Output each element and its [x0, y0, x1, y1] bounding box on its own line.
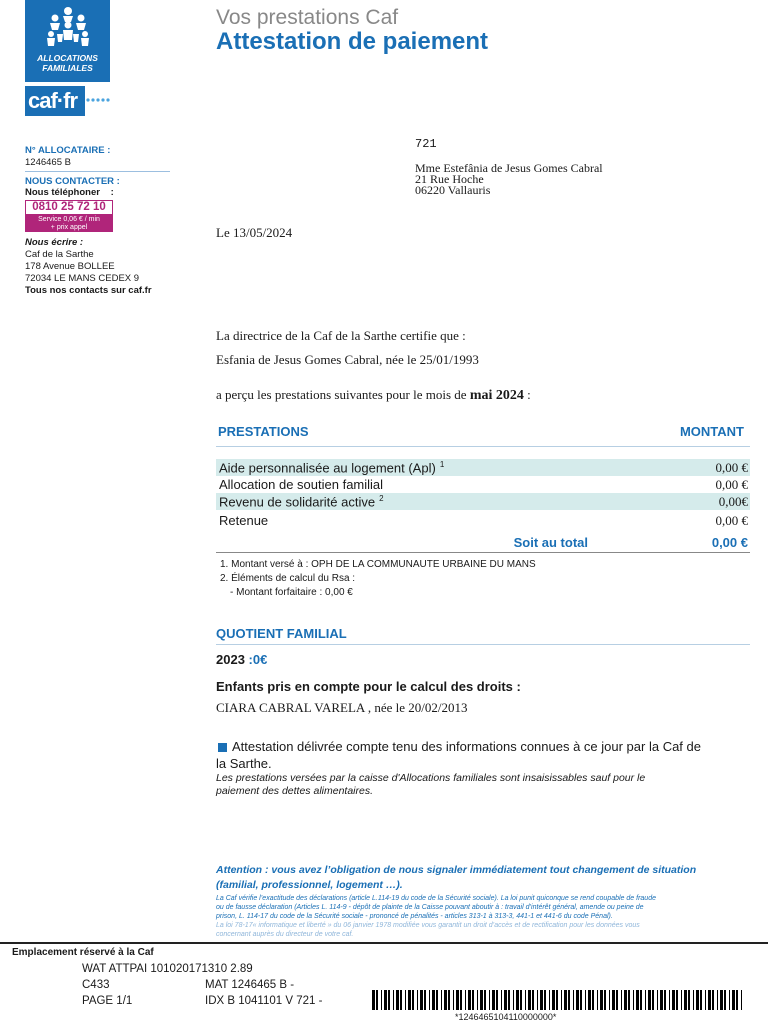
- warning-line-1: Attention : vous avez l’obligation de nous signaler immédiatement tout changement de situation: [216, 864, 697, 876]
- row-label-text: Revenu de solidarité active: [219, 494, 376, 510]
- logo-caption-line2: FAMILIALES: [42, 63, 93, 73]
- footer-reserved: Emplacement réservé à la Caf: [12, 947, 154, 958]
- write-address-line1: Caf de la Sarthe: [25, 249, 94, 260]
- footnote-2: 2. Éléments de calcul du Rsa :: [220, 573, 356, 584]
- quotient-value: :0€: [248, 652, 268, 667]
- logo-caption: [25, 53, 110, 73]
- row-footnote: 1: [439, 460, 445, 469]
- table-row: [216, 493, 750, 510]
- recipient-street: 21 Rue Hoche: [415, 172, 484, 186]
- phone-label-colon: :: [110, 187, 114, 198]
- quotient-year: 2023: [216, 652, 245, 667]
- children-heading: Enfants pris en compte pour le calcul des droits :: [216, 679, 521, 694]
- attestation-text-2: la Sarthe.: [216, 756, 272, 771]
- quotient-heading: QUOTIENT FAMILIAL: [216, 626, 750, 645]
- row-footnote: 2: [379, 494, 384, 503]
- received-suffix: :: [527, 387, 531, 402]
- received-prefix: a perçu les prestations suivantes pour le mois de: [216, 387, 467, 402]
- legal-small-4: La loi 78-17« informatique et liberté » du 06 janvier 1978 modifiée vous garantit un droit d’accès et de rectification pour les données vous: [216, 922, 640, 929]
- recipient-code: 721: [415, 137, 437, 151]
- total-label: Soit au total: [513, 535, 588, 550]
- row-label: [219, 494, 384, 509]
- row-amount: 0,00 €: [715, 513, 748, 528]
- footer-line-3a: PAGE 1/1: [82, 995, 133, 1007]
- barcode-text: *1246465104110000000*: [455, 1012, 557, 1022]
- warning-line-2: (familial, professionnel, logement …).: [216, 879, 403, 891]
- row-amount: 0,00€: [718, 494, 748, 509]
- phone-tariff: [25, 215, 113, 232]
- allocataire-label: N° ALLOCATAIRE :: [25, 145, 111, 156]
- recipient-city: 06220 Vallauris: [415, 183, 491, 197]
- phone-tariff-line1: Service 0,06 € / min: [38, 216, 100, 223]
- sidebar-divider: [25, 171, 170, 172]
- legal-notice-1: Les prestations versées par la caisse d'Allocations familiales sont insaisissables sauf pour le: [216, 772, 646, 784]
- footer-line-2a: C433: [82, 979, 110, 991]
- child-line: CIARA CABRAL VARELA , née le 20/02/2013: [216, 700, 468, 715]
- quotient-line: [216, 652, 267, 667]
- table-row: [216, 476, 750, 493]
- write-address-line3: 72034 LE MANS CEDEX 9: [25, 273, 140, 284]
- footnote-2-detail: - Montant forfaitaire : 0,00 €: [230, 587, 353, 598]
- row-amount: 0,00 €: [715, 460, 748, 475]
- col-montant: MONTANT: [679, 424, 744, 439]
- footer-line-1: WAT ATTPAI 101020171310 2.89: [82, 963, 253, 975]
- prestations-table-header: [216, 420, 750, 447]
- footer-line-3b: IDX B 1041101 V 721 -: [205, 995, 323, 1007]
- all-contacts-link[interactable]: Tous nos contacts sur caf.fr: [25, 285, 152, 296]
- caf-fr-logo[interactable]: caf·fr: [25, 86, 85, 116]
- legal-small-3: prison, L. 114-17 du code de la Sécurité sociale - prononcé de pénalités - articles 313-1 à 313-3, 441-1 et 441-6 du code Pénal).: [216, 913, 613, 920]
- row-label-text: Aide personnalisée au logement (Apl): [219, 460, 436, 476]
- contact-label: NOUS CONTACTER :: [25, 176, 120, 187]
- phone-label-text: Nous téléphoner: [25, 187, 100, 198]
- legal-small-5: concernant auprès du directeur de votre caf.: [216, 931, 354, 938]
- legal-notice-2: paiement des dettes alimentaires.: [216, 785, 374, 797]
- phone-box[interactable]: [25, 200, 113, 232]
- family-figures-icon: [43, 6, 93, 50]
- row-label: Allocation de soutien familial: [219, 477, 384, 492]
- phone-label: [25, 187, 114, 198]
- attestation-text-1: Attestation délivrée compte tenu des informations connues à ce jour par la Caf de: [232, 739, 701, 754]
- logo-caption-line1: ALLOCATIONS: [37, 53, 98, 63]
- footer-divider: [0, 942, 768, 944]
- legal-small-1: La Caf vérifie l’exactitude des déclarations (article L.114-19 du code de la Sécurité sociale). La loi punit quiconque se rend coupable de fraude: [216, 895, 656, 902]
- dots-icon: [85, 97, 113, 103]
- beneficiary-line: Esfania de Jesus Gomes Cabral, née le 25/01/1993: [216, 352, 479, 367]
- received-month: mai 2024: [469, 388, 524, 403]
- footnote-1: 1. Montant versé à : OPH DE LA COMMUNAUTE URBAINE DU MANS: [220, 559, 536, 570]
- row-label: [219, 460, 444, 475]
- table-row: [216, 459, 750, 476]
- page-title: Attestation de paiement: [216, 28, 489, 55]
- certify-text: La directrice de la Caf de la Sarthe certifie que :: [216, 328, 466, 343]
- legal-small-print: [216, 894, 656, 939]
- page-subtitle: Vos prestations Caf: [216, 6, 399, 29]
- row-label: Retenue: [219, 513, 269, 528]
- bullet-square-icon: [218, 743, 227, 752]
- recipient-name: Mme Estefânia de Jesus Gomes Cabral: [415, 161, 603, 175]
- row-amount: 0,00 €: [715, 477, 748, 492]
- phone-tariff-line2: + prix appel: [50, 224, 88, 231]
- caf-logo: [25, 0, 110, 82]
- footer-line-2b: MAT 1246465 B -: [205, 979, 295, 991]
- legal-small-2: ou de fausse déclaration (Articles L. 114-9 - dépôt de plainte de la Caisse pouvant aboutir à : travail d’intérêt général, amende ou peine de: [216, 904, 644, 911]
- table-row: [216, 512, 750, 529]
- col-prestations: PRESTATIONS: [218, 424, 309, 439]
- received-line: [216, 387, 531, 404]
- total-value: 0,00 €: [711, 535, 748, 550]
- document-date: Le 13/05/2024: [216, 225, 293, 240]
- write-address-line2: 178 Avenue BOLLEE: [25, 261, 115, 272]
- phone-number[interactable]: 0810 25 72 10: [25, 200, 113, 215]
- total-row: [216, 533, 750, 553]
- write-label: Nous écrire :: [25, 237, 84, 248]
- barcode-icon: [372, 990, 744, 1016]
- allocataire-number: 1246465 B: [25, 157, 71, 168]
